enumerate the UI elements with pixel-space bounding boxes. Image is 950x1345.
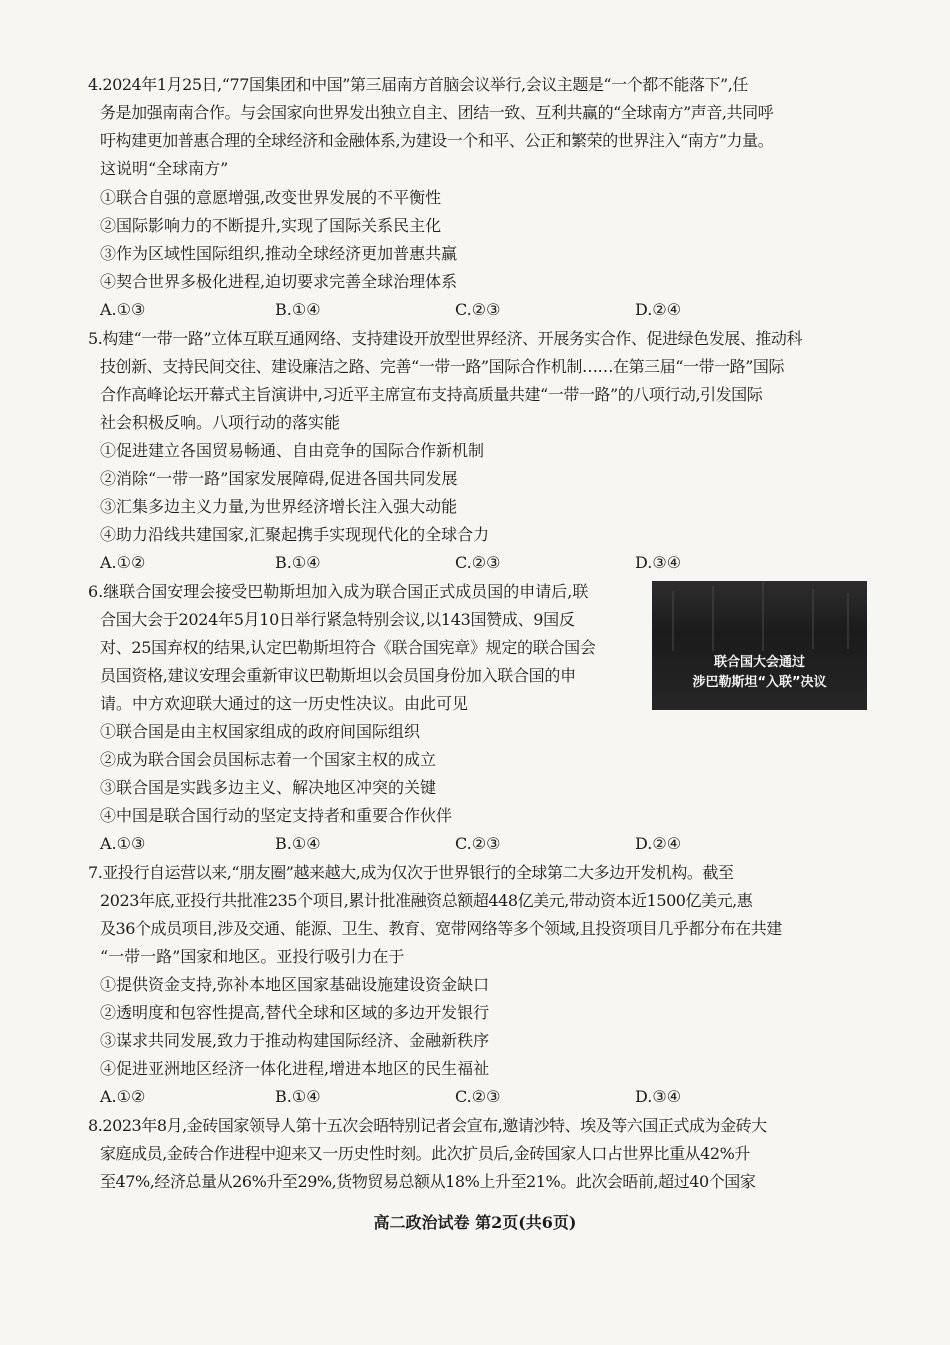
q4-line-2: 务是加强南南合作。与会国家向世界发出独立自主、团结一致、互利共赢的“全球南方”声音,共同呼 xyxy=(100,103,774,122)
q4-line-4: 这说明“全球南方” xyxy=(100,159,229,178)
q7-line-4: “一带一路”国家和地区。亚投行吸引力在于 xyxy=(100,947,405,966)
photo-caption-line-2: 涉巴勒斯坦“入联”决议 xyxy=(692,675,827,690)
q7-line-1: 7.亚投行自运营以来,“朋友圈”越来越大,成为仅次于世界银行的全球第二大多边开发机构。截至 xyxy=(88,863,734,882)
q6-statement-1: ①联合国是由主权国家组成的政府间国际组织 xyxy=(100,722,421,741)
q6-line-1: 6.继联合国安理会接受巴勒斯坦加入成为联合国正式成员国的申请后,联 xyxy=(88,582,589,601)
q8-line-3: 至47%,经济总量从26%升至29%,货物贸易总额从18%上升至21%。此次会晤前,超过40个国家 xyxy=(100,1172,756,1191)
q6-option-c[interactable]: C.②③ xyxy=(455,834,501,853)
q6-statement-3: ③联合国是实践多边主义、解决地区冲突的关键 xyxy=(100,778,437,797)
q5-statement-2: ②消除“一带一路”国家发展障碍,促进各国共同发展 xyxy=(100,469,458,488)
q6-line-4: 员国资格,建议安理会重新审议巴勒斯坦以会员国身份加入联合国的申 xyxy=(100,666,576,685)
q8-line-1: 8.2023年8月,金砖国家领导人第十五次会晤特别记者会宣布,邀请沙特、埃及等六国正式成为金砖大 xyxy=(88,1116,767,1135)
q7-line-3: 及36个成员项目,涉及交通、能源、卫生、教育、宽带网络等多个领域,且投资项目几乎都分布在共建 xyxy=(100,919,782,938)
q6-statement-2: ②成为联合国会员国标志着一个国家主权的成立 xyxy=(100,750,437,769)
q6-option-d[interactable]: D.②④ xyxy=(635,834,682,853)
q4-statement-1: ①联合自强的意愿增强,改变世界发展的不平衡性 xyxy=(100,188,442,207)
q5-line-1: 5.构建“一带一路”立体互联互通网络、支持建设开放型世界经济、开展务实合作、促进绿色发展、推动科 xyxy=(88,329,803,348)
q4-option-b[interactable]: B.①④ xyxy=(275,300,321,319)
q7-option-b[interactable]: B.①④ xyxy=(275,1087,321,1106)
q4-line-1: 4.2024年1月25日,“77国集团和中国”第三届南方首脑会议举行,会议主题是“一个都不能落下”,任 xyxy=(88,75,748,94)
q4-line-3: 吁构建更加普惠合理的全球经济和金融体系,为建设一个和平、公正和繁荣的世界注入“南方”力量。 xyxy=(100,131,774,150)
q7-line-2: 2023年底,亚投行共批准235个项目,累计批准融资总额超448亿美元,带动资本近1500亿美元,惠 xyxy=(100,891,753,910)
photo-caption-line-1: 联合国大会通过 xyxy=(713,655,805,670)
q4-option-c[interactable]: C.②③ xyxy=(455,300,501,319)
q5-option-d[interactable]: D.③④ xyxy=(635,553,682,572)
q7-option-c[interactable]: C.②③ xyxy=(455,1087,501,1106)
q5-line-2: 技创新、支持民间交往、建设廉洁之路、完善“一带一路”国际合作机制……在第三届“一带一路”国际 xyxy=(100,357,785,376)
q5-statement-1: ①促进建立各国贸易畅通、自由竞争的国际合作新机制 xyxy=(100,441,485,460)
q5-statement-3: ③汇集多边主义力量,为世界经济增长注入强大动能 xyxy=(100,497,458,516)
q7-statement-4: ④促进亚洲地区经济一体化进程,增进本地区的民生福祉 xyxy=(100,1059,490,1078)
q6-line-3: 对、25国弃权的结果,认定巴勒斯坦符合《联合国宪章》规定的联合国会 xyxy=(100,638,596,657)
q5-option-c[interactable]: C.②③ xyxy=(455,553,501,572)
q6-line-5: 请。中方欢迎联大通过的这一历史性决议。由此可见 xyxy=(100,694,469,713)
q6-option-b[interactable]: B.①④ xyxy=(275,834,321,853)
q8-line-2: 家庭成员,金砖合作进程中迎来又一历史性时刻。此次扩员后,金砖国家人口占世界比重从42%升 xyxy=(100,1144,750,1163)
q5-option-b[interactable]: B.①④ xyxy=(275,553,321,572)
q6-statement-4: ④中国是联合国行动的坚定支持者和重要合作伙伴 xyxy=(100,806,453,825)
q4-option-d[interactable]: D.②④ xyxy=(635,300,682,319)
un-assembly-photo xyxy=(652,581,867,710)
q4-statement-3: ③作为区域性国际组织,推动全球经济更加普惠共赢 xyxy=(100,244,458,263)
q6-line-2: 合国大会于2024年5月10日举行紧急特别会议,以143国赞成、9国反 xyxy=(100,610,575,629)
q5-option-a[interactable]: A.①② xyxy=(100,553,146,572)
q7-statement-1: ①提供资金支持,弥补本地区国家基础设施建设资金缺口 xyxy=(100,975,490,994)
q4-statement-4: ④契合世界多极化进程,迫切要求完善全球治理体系 xyxy=(100,272,458,291)
q4-statement-2: ②国际影响力的不断提升,实现了国际关系民主化 xyxy=(100,216,442,235)
q7-option-d[interactable]: D.③④ xyxy=(635,1087,682,1106)
q4-option-a[interactable]: A.①③ xyxy=(100,300,146,319)
q5-statement-4: ④助力沿线共建国家,汇聚起携手实现现代化的全球合力 xyxy=(100,525,490,544)
q6-option-a[interactable]: A.①③ xyxy=(100,834,146,853)
q7-option-a[interactable]: A.①② xyxy=(100,1087,146,1106)
page-footer: 高二政治试卷 第2页(共6页) xyxy=(373,1213,577,1232)
q5-line-4: 社会积极反响。八项行动的落实能 xyxy=(100,413,341,432)
q7-statement-2: ②透明度和包容性提高,替代全球和区域的多边开发银行 xyxy=(100,1003,490,1022)
q5-line-3: 合作高峰论坛开幕式主旨演讲中,习近平主席宣布支持高质量共建“一带一路”的八项行动,引发国际 xyxy=(100,385,763,404)
q7-statement-3: ③谋求共同发展,致力于推动构建国际经济、金融新秩序 xyxy=(100,1031,490,1050)
